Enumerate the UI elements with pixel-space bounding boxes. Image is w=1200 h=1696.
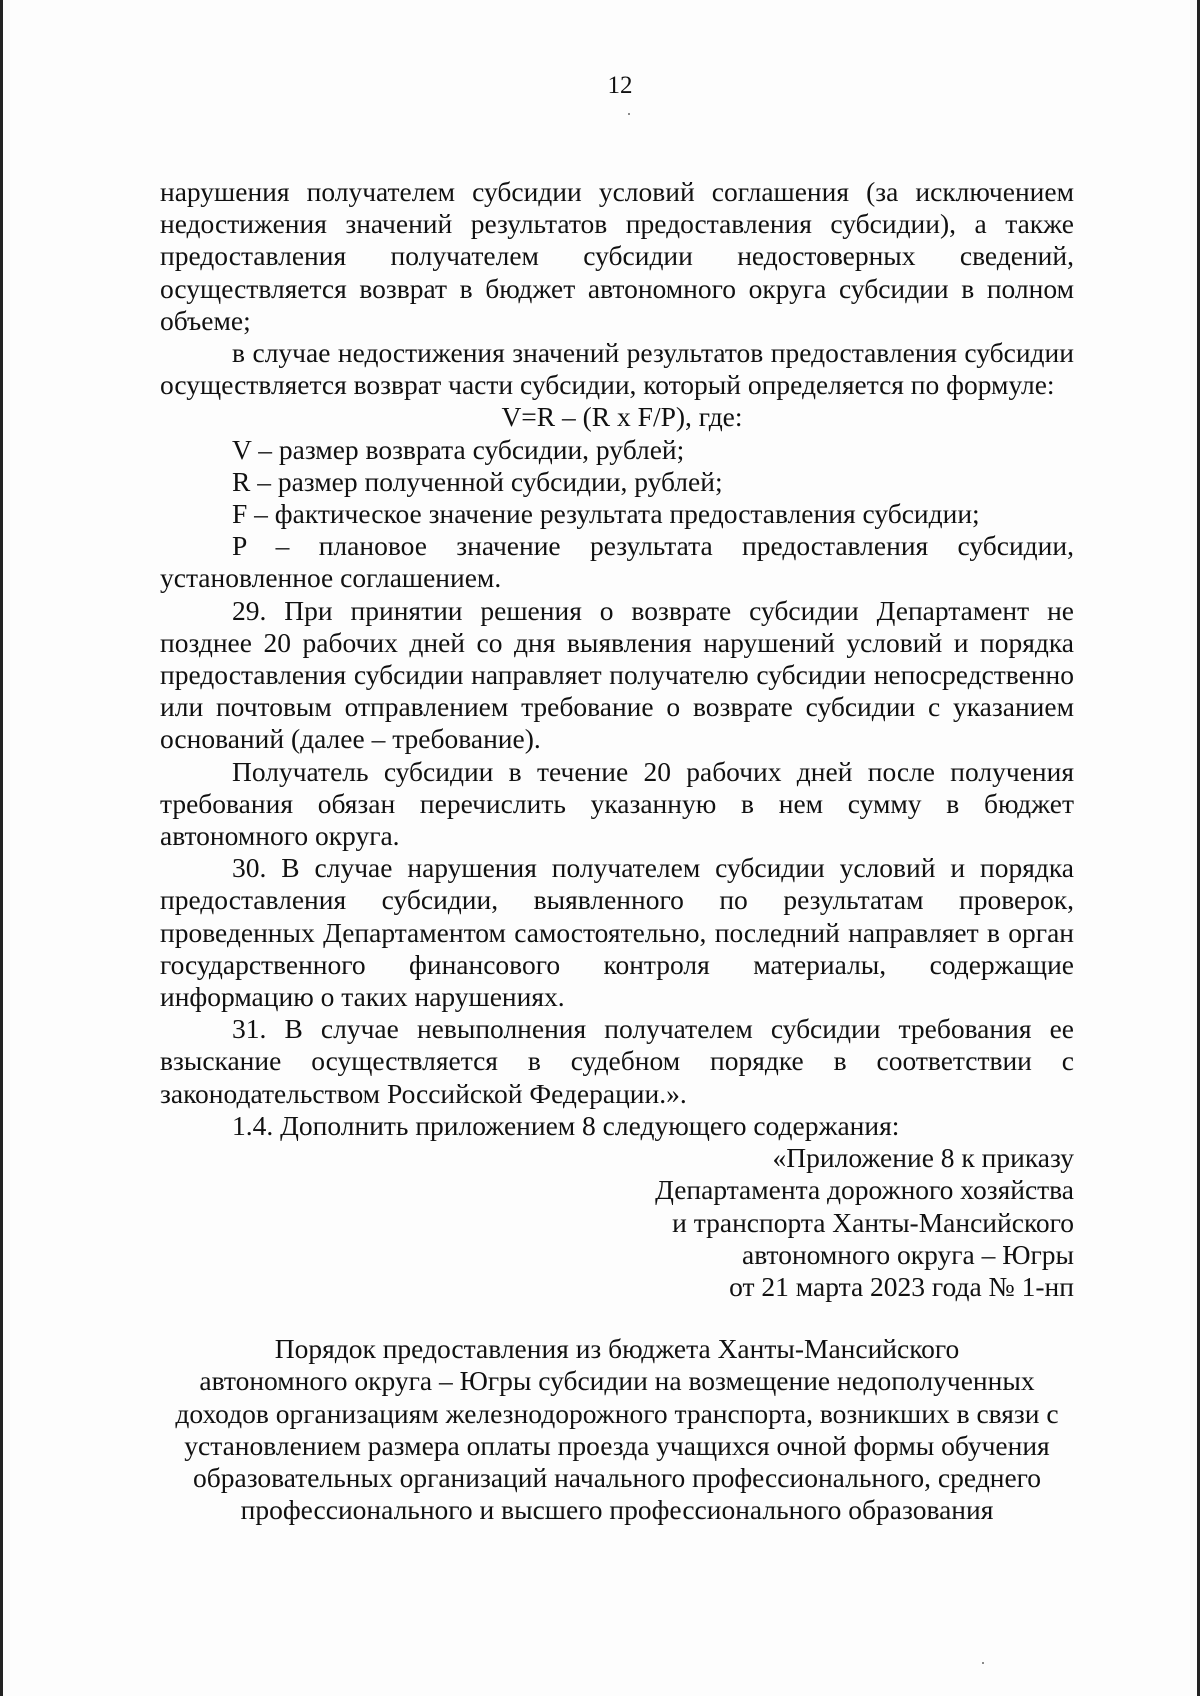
paragraph-29: 29. При принятии решения о возврате субсидии Департамент не позднее 20 рабочих дней со дня выявления нарушений условий и порядка предоставления субсидии направляет получателю субсидии непосредственно или почтовым отправлением требование о возврате субсидии с указанием оснований (далее – требование). [160,594,1074,755]
appendix-header-line: Департамента дорожного хозяйства [655,1174,1074,1206]
title-line: автономного округа – Югры субсидии на возмещение недополученных [199,1365,1035,1397]
definition-v: V – размер возврата субсидии, рублей; [232,433,685,465]
paragraph-31: 31. В случае невыполнения получателем субсидии требования ее взыскание осуществляется в судебном порядке в соответствии с законодательством Российской Федерации.». [160,1013,1074,1109]
title-line: Порядок предоставления из бюджета Ханты-Мансийского [274,1333,960,1365]
appendix-header [160,1142,1074,1303]
formula: V=R – (R x F/P), где: [501,401,743,433]
scan-speck [628,113,630,115]
title-line: профессионального и высшего профессионального образования [240,1494,994,1526]
paragraph-30: 30. В случае нарушения получателем субсидии условий и порядка предоставления субсидии, выявленного по результатам проверок, проведенных Департаментом самостоятельно, последний направляет в орган государственного финансового контроля материалы, содержащие информацию о таких нарушениях. [160,852,1074,1013]
appendix-header-line: от 21 марта 2023 года № 1-нп [729,1270,1074,1302]
scan-edge-left [0,0,3,1696]
procedure-title [160,1333,1074,1526]
appendix-header-line: и транспорта Ханты-Мансийского [672,1206,1074,1238]
appendix-header-line: автономного округа – Югры [742,1238,1074,1270]
document-body [160,176,1074,1526]
title-line: доходов организациям железнодорожного транспорта, возникших в связи с [175,1397,1059,1429]
title-line: образовательных организаций начального профессионального, среднего [193,1461,1041,1493]
paragraph-violation-return: нарушения получателем субсидии условий соглашения (за исключением недостижения значений результатов предоставления субсидии), а также предоставления получателем субсидии недостоверных сведений, осуществляется возврат в бюджет автономного округа субсидии в полном объеме; [160,176,1074,336]
paragraph-recipient-obligation: Получатель субсидии в течение 20 рабочих дней после получения требования обязан перечислить указанную в нем сумму в бюджет автономного округа. [160,755,1074,852]
definition-p: P – плановое значение результата предоставления субсидии, установленное соглашением. [160,530,1074,594]
title-line: установлением размера оплаты проезда учащихся очной формы обучения [184,1429,1050,1461]
paragraph-partial-return: в случае недостижения значений результатов предоставления субсидии осуществляется возврат части субсидии, который определяется по формуле: [160,337,1074,401]
page-number: 12 [607,72,633,99]
scan-speck [982,1662,984,1664]
paragraph-1-4: 1.4. Дополнить приложением 8 следующего содержания: [232,1109,900,1141]
definition-f: F – фактическое значение результата предоставления субсидии; [232,498,980,530]
definition-r: R – размер полученной субсидии, рублей; [232,465,723,497]
appendix-header-line: «Приложение 8 к приказу [772,1142,1074,1174]
